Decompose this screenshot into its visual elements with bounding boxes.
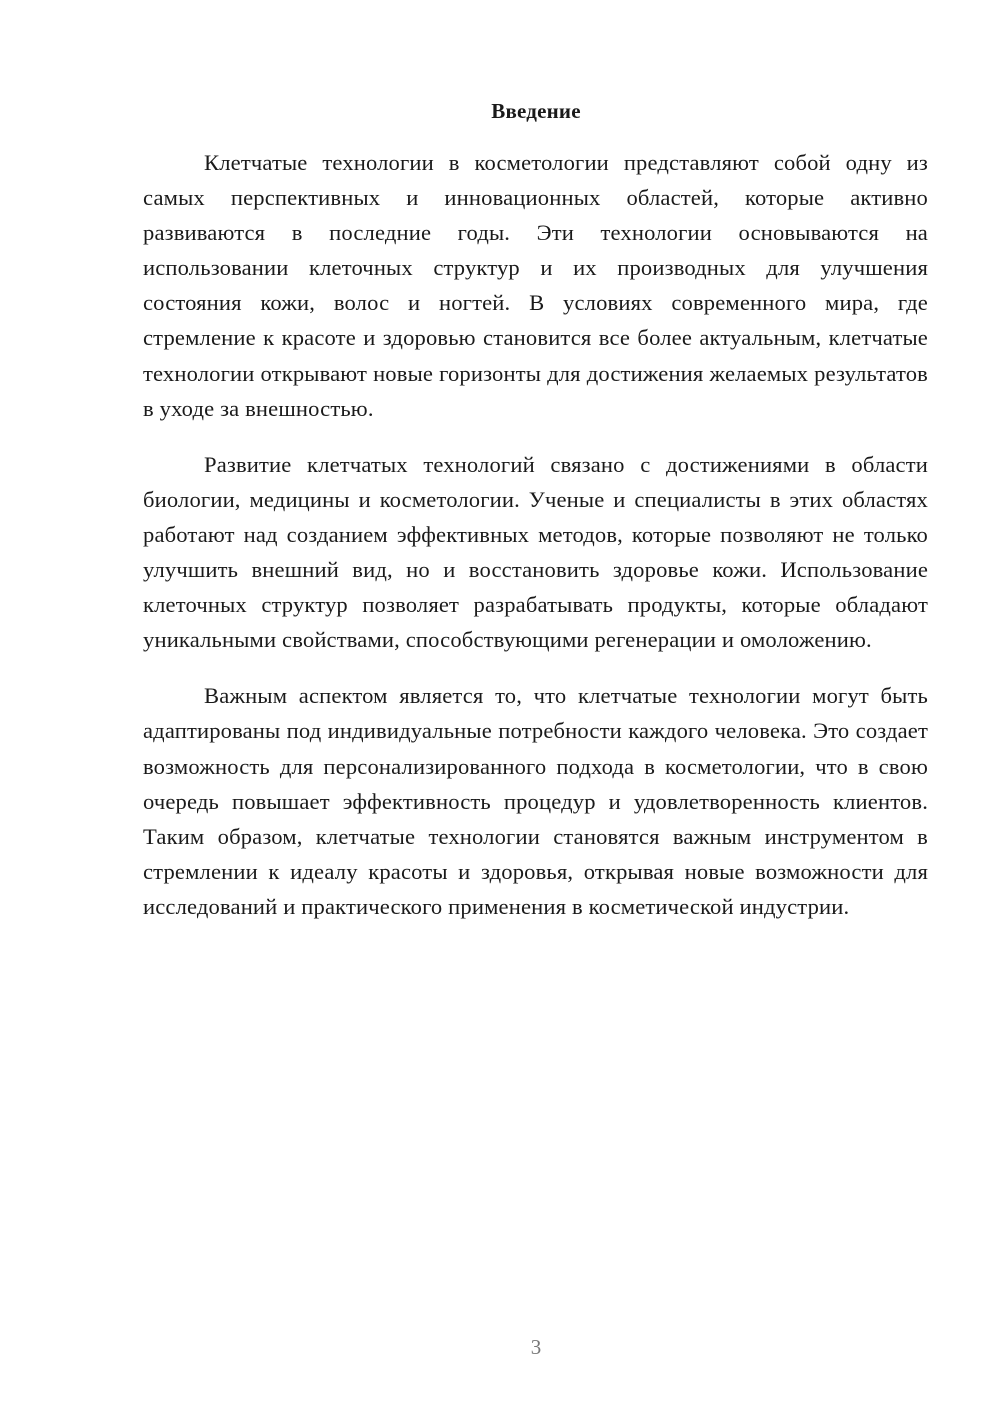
page-number: 3 (530, 1335, 542, 1359)
section-title: Введение (491, 99, 581, 123)
paragraph: Важным аспектом является то, что клетчатые технологии могут быть адаптированы под индивидуальные потребности каждого человека. Это создает возможность для персонализированного подхода в косметологии, что в свою очередь повышает эффективность процедур и удовлетворенность клиентов. Таким образом, клетчатые технологии становятся важным инструментом в стремлении к идеалу красоты и здоровья, открывая новые возможности для исследований и практического применения в косметической индустрии. (143, 683, 928, 919)
paragraph: Развитие клетчатых технологий связано с достижениями в области биологии, медицины и косметологии. Ученые и специалисты в этих областях работают над созданием эффективных методов, которые позволяют не только улучшить внешний вид, но и восстановить здоровье кожи. Использование клеточных структур позволяет разрабатывать продукты, которые обладают уникальными свойствами, способствующими регенерации и омоложению. (143, 451, 928, 653)
body-text (143, 145, 928, 945)
paragraph: Клетчатые технологии в косметологии представляют собой одну из самых перспективных и инновационных областей, которые активно развиваются в последние годы. Эти технологии основываются на использовании клеточных структур и их производных для улучшения состояния кожи, волос и ногтей. В условиях современного мира, где стремление к красоте и здоровью становится все более актуальным, клетчатые технологии открывают новые горизонты для достижения желаемых результатов в уходе за внешностью. (143, 150, 928, 421)
